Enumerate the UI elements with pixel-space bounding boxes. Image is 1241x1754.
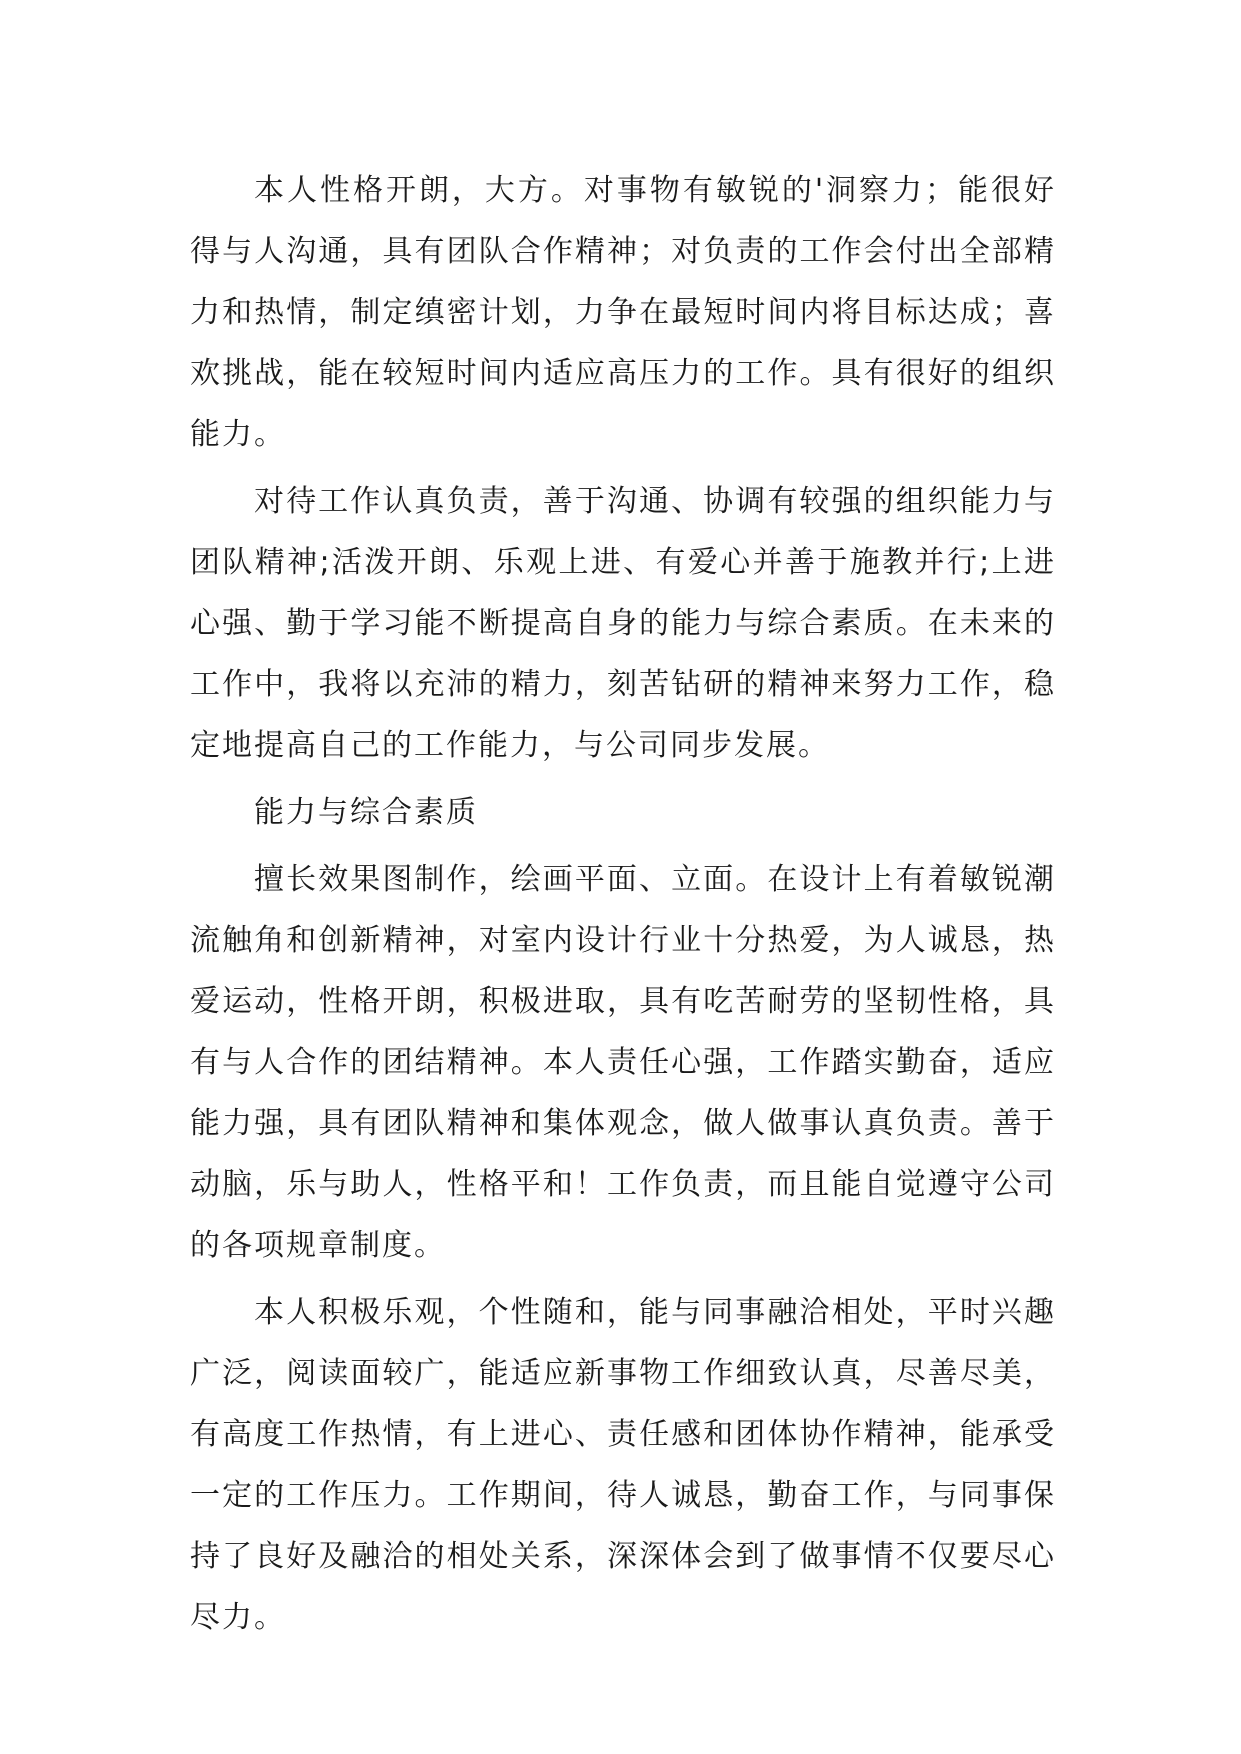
paragraph-personality: 本人性格开朗，大方。对事物有敏锐的'洞察力；能很好得与人沟通，具有团队合作精神；对负责的工作会付出全部精力和热情，制定缜密计划，力争在最短时间内将目标达成；喜欢挑战，能在较短时间内适应高压力的工作。具有很好的组织能力。 <box>190 173 1056 452</box>
section-heading-abilities: 能力与综合素质 <box>254 795 478 830</box>
paragraph-work-attitude: 对待工作认真负责，善于沟通、协调有较强的组织能力与团队精神;活泼开朗、乐观上进、有爱心并善于施教并行;上进心强、勤于学习能不断提高自身的能力与综合素质。在未来的工作中，我将以充沛的精力，刻苦钻研的精神来努力工作，稳定地提高自己的工作能力，与公司同步发展。 <box>190 484 1056 763</box>
document-body <box>190 160 1056 1654</box>
paragraph-skills: 擅长效果图制作，绘画平面、立面。在设计上有着敏锐潮流触角和创新精神，对室内设计行业十分热爱，为人诚恳，热爱运动，性格开朗，积极进取，具有吃苦耐劳的坚韧性格，具有与人合作的团结精神。本人责任心强，工作踏实勤奋，适应能力强，具有团队精神和集体观念，做人做事认真负责。善于动脑，乐与助人，性格平和！工作负责，而且能自觉遵守公司的各项规章制度。 <box>190 862 1056 1263</box>
paragraph-optimism: 本人积极乐观，个性随和，能与同事融洽相处，平时兴趣广泛，阅读面较广，能适应新事物工作细致认真，尽善尽美，有高度工作热情，有上进心、责任感和团体协作精神，能承受一定的工作压力。工作期间，待人诚恳，勤奋工作，与同事保持了良好及融洽的相处关系，深深体会到了做事情不仅要尽心尽力。 <box>190 1295 1056 1635</box>
